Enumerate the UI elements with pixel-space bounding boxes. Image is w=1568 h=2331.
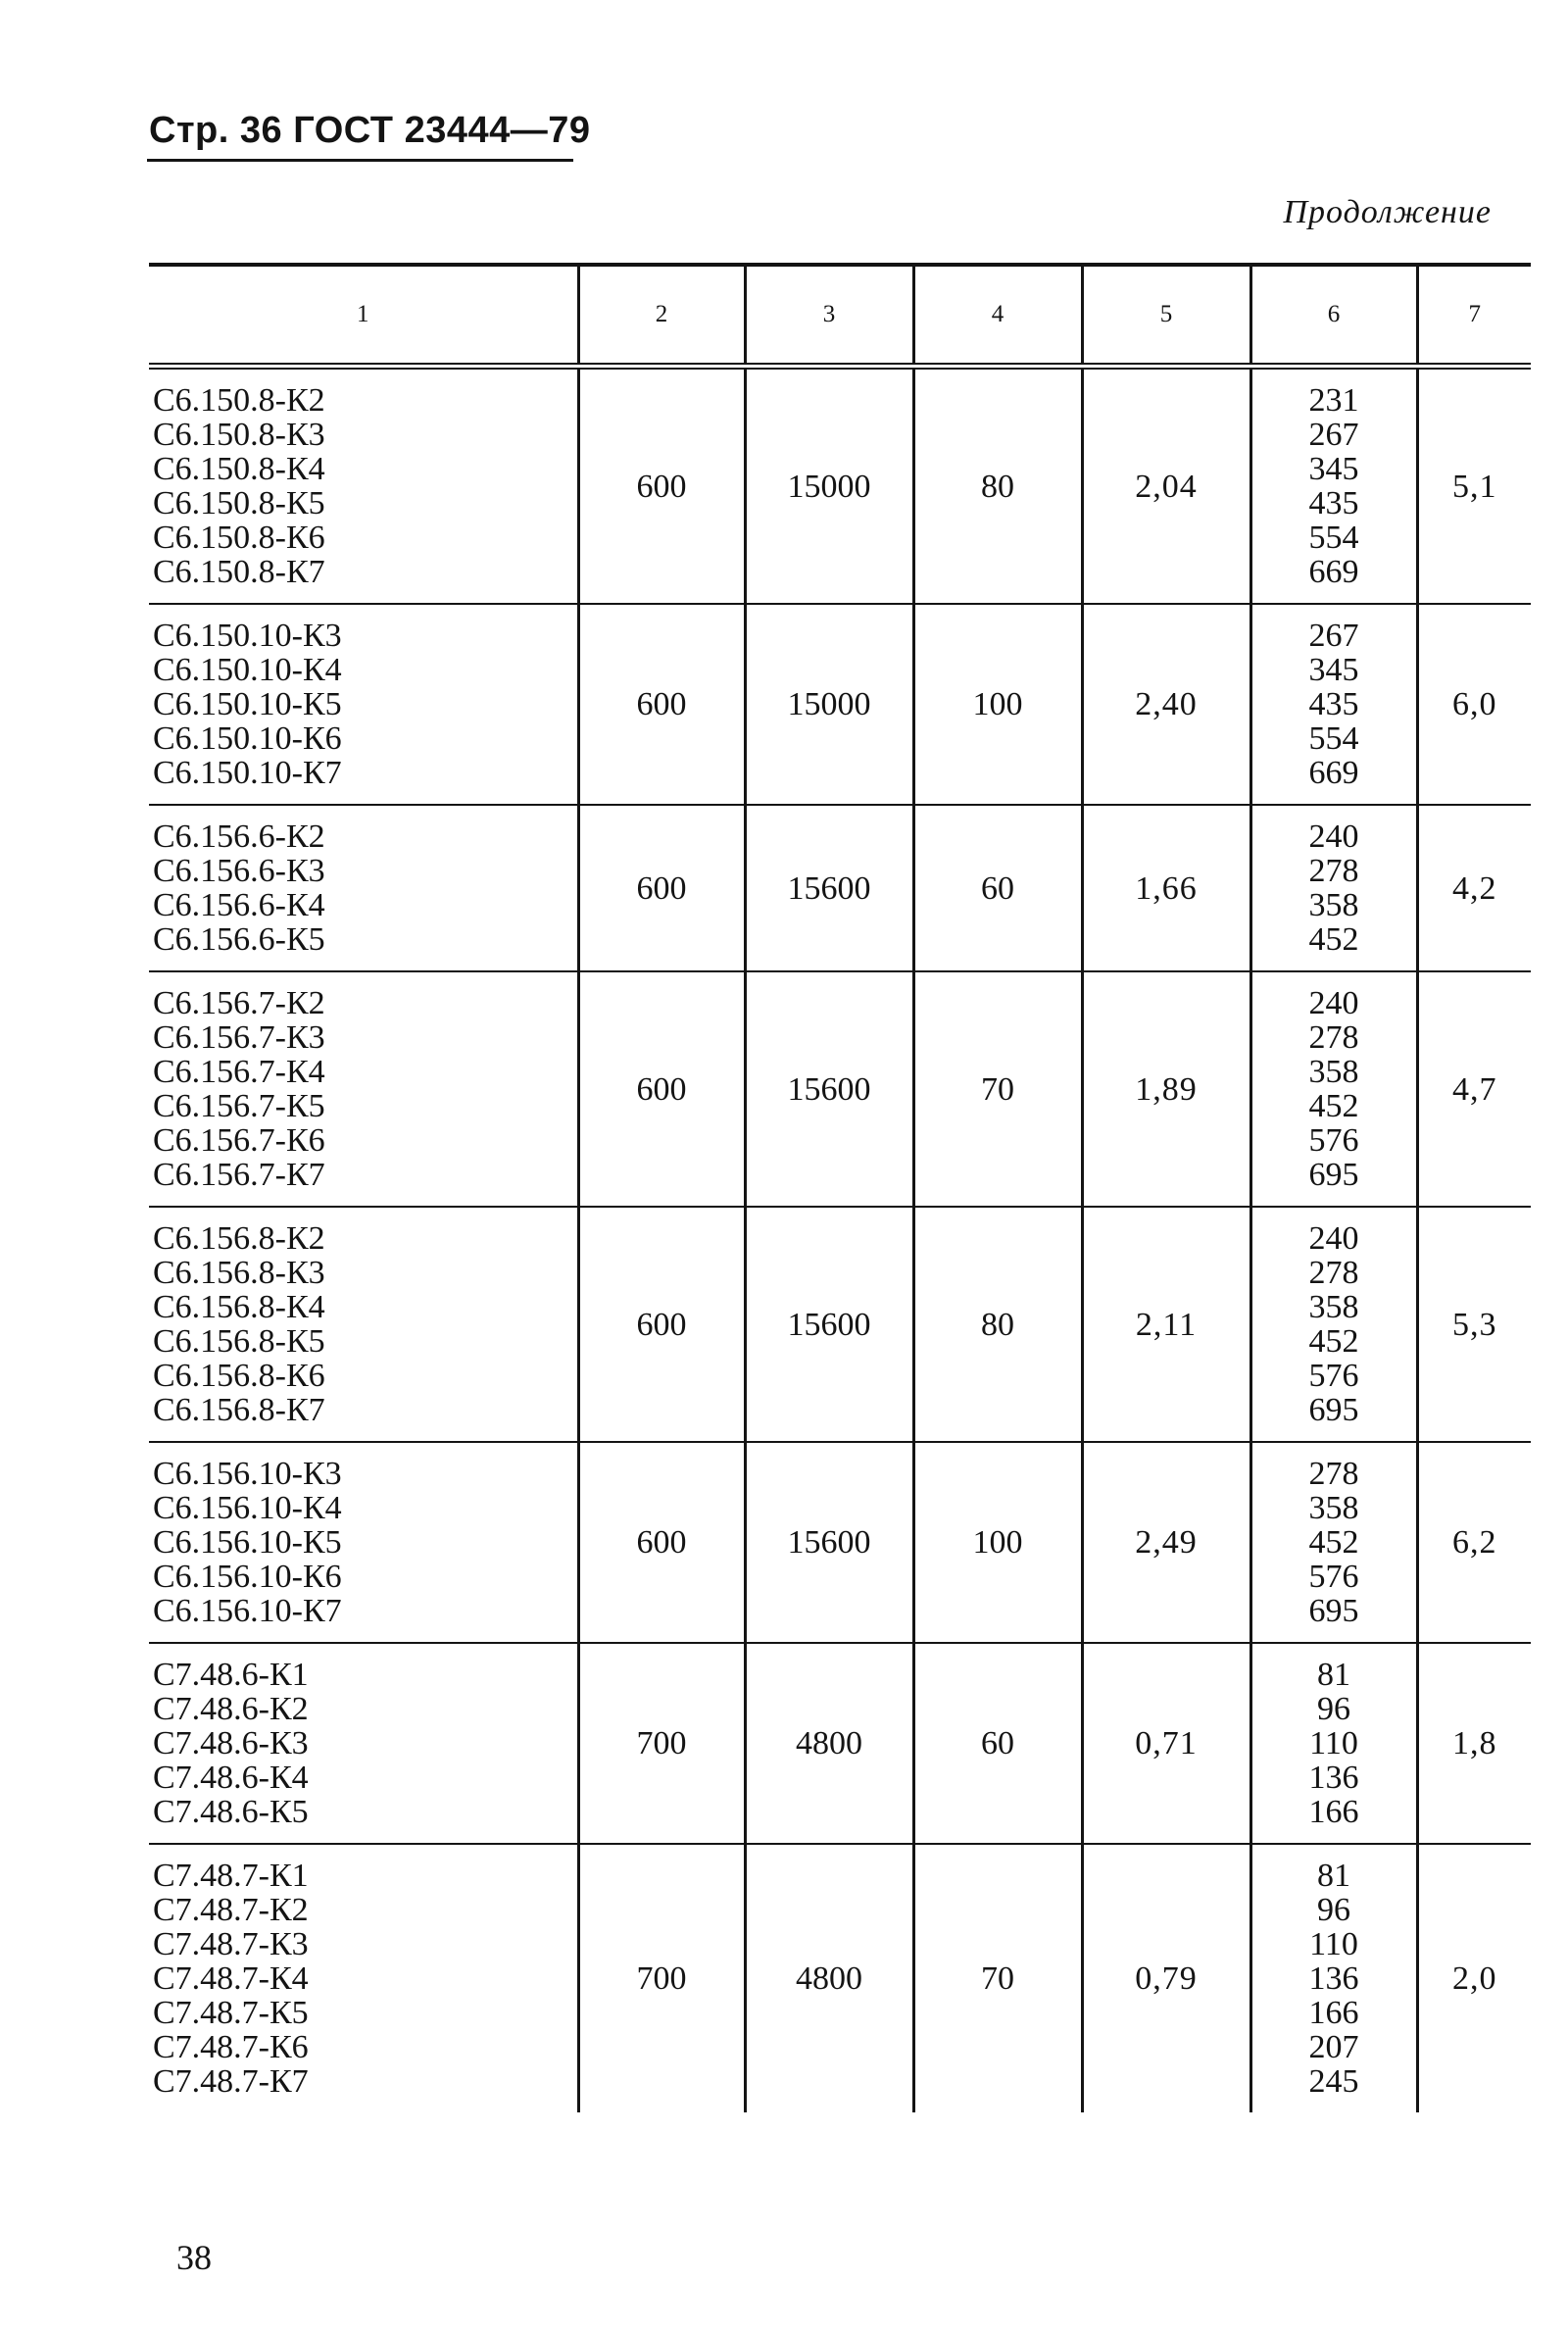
value-cell-c2: 600 [578,1442,745,1643]
value-cell-c7: 2,0 [1417,1844,1531,2112]
product-mark: С7.48.6-К3 [153,1725,309,1761]
product-mark: С6.150.10-К4 [153,652,342,688]
product-marks-cell [149,1643,578,1844]
product-mark: С7.48.7-К2 [153,1892,309,1928]
value-list-item: 81 [1317,1858,1350,1894]
value-cell-c5: 0,79 [1082,1844,1250,2112]
value-list-item: 358 [1308,1289,1359,1325]
product-mark: С6.150.8-К7 [153,554,325,590]
product-mark: С7.48.6-К1 [153,1657,309,1693]
value-cell-c5: 2,04 [1082,367,1250,605]
value-cell-c3: 15000 [745,604,913,805]
value-list-item: 81 [1317,1657,1350,1693]
table-row [149,971,1531,1207]
value-list-item: 240 [1308,818,1359,855]
value-list-item: 166 [1308,1794,1359,1830]
product-mark: С6.156.10-К4 [153,1490,342,1526]
product-mark: С6.156.10-К5 [153,1524,342,1561]
product-mark: С6.150.10-К3 [153,618,342,654]
value-cell-c4: 60 [913,805,1082,971]
value-cell-c7: 6,0 [1417,604,1531,805]
column-header: 6 [1250,265,1417,367]
value-list-item: 267 [1308,417,1359,453]
product-mark: С6.156.10-К6 [153,1559,342,1595]
product-mark: С6.156.8-К3 [153,1255,325,1291]
product-mark: С7.48.7-К6 [153,2029,309,2065]
value-list-item: 669 [1308,755,1359,791]
value-list-cell-c6 [1250,1643,1417,1844]
value-list-item: 435 [1308,485,1359,521]
value-cell-c2: 600 [578,367,745,605]
product-mark: С6.156.6-К4 [153,887,325,923]
product-marks-cell [149,1844,578,2112]
value-cell-c2: 700 [578,1844,745,2112]
product-mark: С6.156.8-К2 [153,1220,325,1257]
table-row [149,1442,1531,1643]
value-list-item: 576 [1308,1122,1359,1159]
value-list-item: 240 [1308,985,1359,1021]
product-mark: С6.156.7-К2 [153,985,325,1021]
value-list-item: 452 [1308,921,1359,958]
value-list-item: 358 [1308,1490,1359,1526]
product-mark: С6.156.8-К4 [153,1289,325,1325]
product-mark: С6.156.7-К3 [153,1019,325,1056]
value-cell-c5: 2,11 [1082,1207,1250,1442]
value-list-cell-c6 [1250,971,1417,1207]
page-number: 38 [176,2238,212,2277]
product-mark: С6.156.7-К6 [153,1122,325,1159]
product-marks-cell [149,1207,578,1442]
table-row [149,604,1531,805]
product-marks-cell [149,604,578,805]
product-marks-cell [149,971,578,1207]
value-list-item: 695 [1308,1593,1359,1629]
product-mark: С7.48.7-К3 [153,1926,309,1962]
table-row [149,805,1531,971]
value-list-item: 278 [1308,1456,1359,1492]
value-list-item: 267 [1308,618,1359,654]
page-header: Стр. 36 ГОСТ 23444—79 [149,110,591,151]
value-cell-c5: 1,66 [1082,805,1250,971]
product-mark: С6.156.8-К7 [153,1392,325,1428]
value-cell-c4: 70 [913,971,1082,1207]
product-mark: С7.48.7-К1 [153,1858,309,1894]
value-list-item: 452 [1308,1524,1359,1561]
value-cell-c2: 700 [578,1643,745,1844]
value-list-item: 207 [1308,2029,1359,2065]
product-mark: С6.150.10-К6 [153,720,342,757]
value-cell-c2: 600 [578,604,745,805]
data-table [149,263,1531,2112]
value-list-cell-c6 [1250,367,1417,605]
value-list-cell-c6 [1250,805,1417,971]
value-list-item: 554 [1308,520,1359,556]
value-cell-c7: 6,2 [1417,1442,1531,1643]
value-list-item: 136 [1308,1760,1359,1796]
value-cell-c7: 1,8 [1417,1643,1531,1844]
value-cell-c5: 0,71 [1082,1643,1250,1844]
product-mark: С6.156.6-К5 [153,921,325,958]
column-header: 7 [1417,265,1531,367]
value-list-item: 452 [1308,1323,1359,1360]
value-cell-c4: 80 [913,1207,1082,1442]
value-list-item: 435 [1308,686,1359,722]
value-list-item: 96 [1317,1691,1350,1727]
value-list-item: 695 [1308,1392,1359,1428]
value-list-cell-c6 [1250,1844,1417,2112]
value-cell-c3: 4800 [745,1643,913,1844]
product-mark: С7.48.6-К5 [153,1794,309,1830]
header-rule [147,159,573,162]
value-list-item: 96 [1317,1892,1350,1928]
value-list-item: 278 [1308,1255,1359,1291]
value-cell-c3: 15600 [745,1207,913,1442]
value-list-item: 452 [1308,1088,1359,1124]
value-list-item: 576 [1308,1559,1359,1595]
product-mark: С7.48.7-К7 [153,2063,309,2100]
value-cell-c3: 15600 [745,1442,913,1643]
value-list-item: 240 [1308,1220,1359,1257]
value-list-item: 345 [1308,652,1359,688]
product-mark: С6.150.8-К5 [153,485,325,521]
value-cell-c7: 5,3 [1417,1207,1531,1442]
table-row [149,1643,1531,1844]
value-list-item: 110 [1309,1725,1358,1761]
value-cell-c2: 600 [578,971,745,1207]
value-list-item: 231 [1308,382,1359,419]
value-cell-c4: 60 [913,1643,1082,1844]
value-list-cell-c6 [1250,1207,1417,1442]
product-marks-cell [149,367,578,605]
value-cell-c2: 600 [578,1207,745,1442]
value-list-item: 166 [1308,1995,1359,2031]
column-header: 2 [578,265,745,367]
product-mark: С6.150.8-К2 [153,382,325,419]
product-mark: С6.150.8-К4 [153,451,325,487]
value-cell-c4: 70 [913,1844,1082,2112]
value-list-item: 345 [1308,451,1359,487]
value-cell-c3: 15600 [745,805,913,971]
value-list-item: 358 [1308,887,1359,923]
product-mark: С6.150.8-К3 [153,417,325,453]
value-list-item: 278 [1308,1019,1359,1056]
value-cell-c3: 15000 [745,367,913,605]
value-list-cell-c6 [1250,604,1417,805]
value-cell-c4: 80 [913,367,1082,605]
product-mark: С6.156.8-К6 [153,1358,325,1394]
product-mark: С6.150.10-К5 [153,686,342,722]
product-mark: С6.156.7-К7 [153,1157,325,1193]
continuation-label: Продолжение [1283,194,1492,230]
column-header: 5 [1082,265,1250,367]
value-list-item: 245 [1308,2063,1359,2100]
value-cell-c5: 1,89 [1082,971,1250,1207]
column-header: 1 [149,265,578,367]
value-cell-c3: 4800 [745,1844,913,2112]
value-list-item: 554 [1308,720,1359,757]
table-body [149,367,1531,2113]
value-list-item: 576 [1308,1358,1359,1394]
product-mark: С6.156.7-К5 [153,1088,325,1124]
product-mark: С6.150.10-К7 [153,755,342,791]
value-cell-c7: 5,1 [1417,367,1531,605]
table-row [149,1207,1531,1442]
product-mark: С6.156.10-К3 [153,1456,342,1492]
value-cell-c4: 100 [913,1442,1082,1643]
product-mark: С6.150.8-К6 [153,520,325,556]
product-mark: С7.48.7-К5 [153,1995,309,2031]
product-mark: С6.156.10-К7 [153,1593,342,1629]
value-cell-c4: 100 [913,604,1082,805]
table-row [149,367,1531,605]
value-cell-c5: 2,49 [1082,1442,1250,1643]
product-mark: С6.156.6-К2 [153,818,325,855]
product-mark: С7.48.6-К2 [153,1691,309,1727]
value-list-item: 110 [1309,1926,1358,1962]
value-list-item: 358 [1308,1054,1359,1090]
product-marks-cell [149,805,578,971]
value-cell-c2: 600 [578,805,745,971]
product-mark: С6.156.7-К4 [153,1054,325,1090]
value-cell-c3: 15600 [745,971,913,1207]
value-list-item: 278 [1308,853,1359,889]
table-row [149,1844,1531,2112]
value-cell-c7: 4,2 [1417,805,1531,971]
value-list-cell-c6 [1250,1442,1417,1643]
product-mark: С6.156.8-К5 [153,1323,325,1360]
value-cell-c7: 4,7 [1417,971,1531,1207]
product-mark: С7.48.7-К4 [153,1960,309,1997]
value-list-item: 695 [1308,1157,1359,1193]
value-list-item: 669 [1308,554,1359,590]
column-header: 3 [745,265,913,367]
table-header-row [149,265,1531,367]
value-cell-c5: 2,40 [1082,604,1250,805]
product-mark: С7.48.6-К4 [153,1760,309,1796]
column-header: 4 [913,265,1082,367]
product-marks-cell [149,1442,578,1643]
product-mark: С6.156.6-К3 [153,853,325,889]
value-list-item: 136 [1308,1960,1359,1997]
